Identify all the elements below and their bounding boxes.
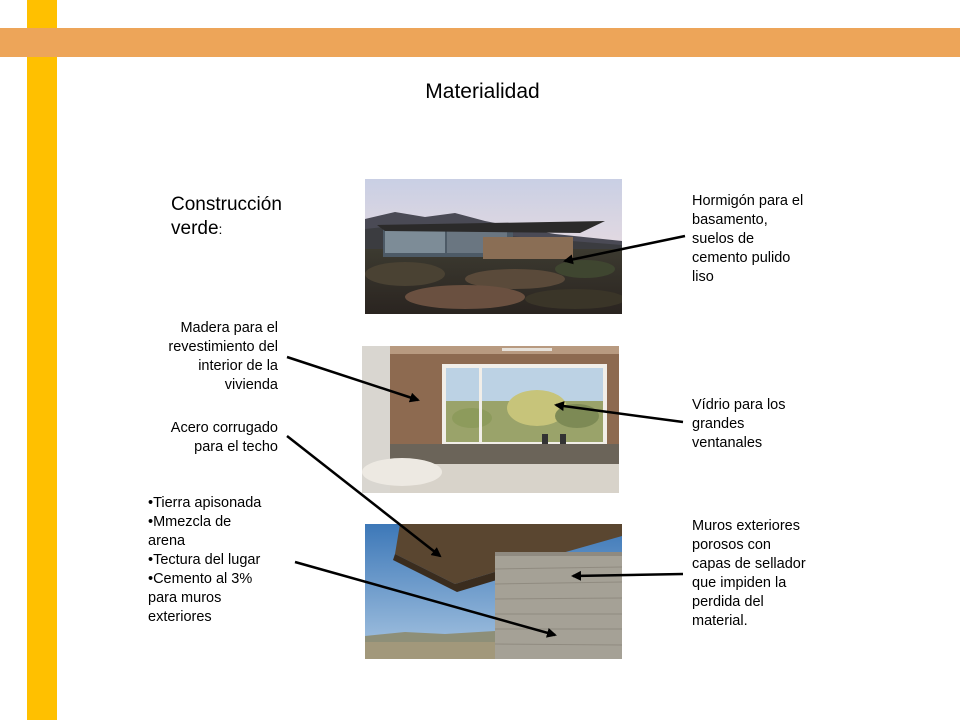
annotation-line: exteriores [148,609,212,625]
annotation-line: capas de sellador [692,556,806,572]
annotation-line: arena [148,533,186,549]
annotation-line: Vídrio para los [692,397,786,413]
annotation-line: grandes [692,416,745,432]
annotation-line: porosos con [692,537,771,553]
annotation-line: para muros [148,590,222,606]
annotation-line: material. [692,613,748,629]
annotation-line: Muros exteriores [692,518,800,534]
annotation-line: Madera para el [180,320,278,336]
slide-title: Materialidad [425,80,540,103]
arrow-vidrio [556,405,683,422]
annotation-line: liso [692,269,714,285]
annotation-line: suelos de [692,231,755,247]
annotation-line: revestimiento del [168,339,278,355]
annotation-line: Acero corrugado [170,420,278,436]
subtitle-word: verde [171,218,219,239]
subtitle-colon: : [218,221,223,237]
annotation-line: ventanales [692,435,763,451]
annotation-line: •Cemento al 3% [148,571,253,587]
annotation-line: interior de la [198,358,278,374]
arrow-tierra [295,562,555,635]
arrow-madera [287,357,418,400]
arrow-hormigon [565,236,685,261]
annotation-line: Hormigón para el [692,193,804,209]
annotation-line: vivienda [224,377,278,393]
annotation-line: para el techo [194,439,278,455]
annotation-line: •Mmezcla de [148,514,232,530]
annotation-line: que impiden la [692,575,787,591]
arrow-acero [287,436,440,556]
subtitle-line-1: Construcción [171,194,282,215]
annotation-line: •Tierra apisonada [148,495,262,511]
annotation-line: perdida del [692,594,764,610]
annotation-line: cemento pulido [692,250,791,266]
annotation-line: basamento, [692,212,768,228]
annotation-line: •Tectura del lugar [148,552,261,568]
arrow-muros [573,574,683,576]
